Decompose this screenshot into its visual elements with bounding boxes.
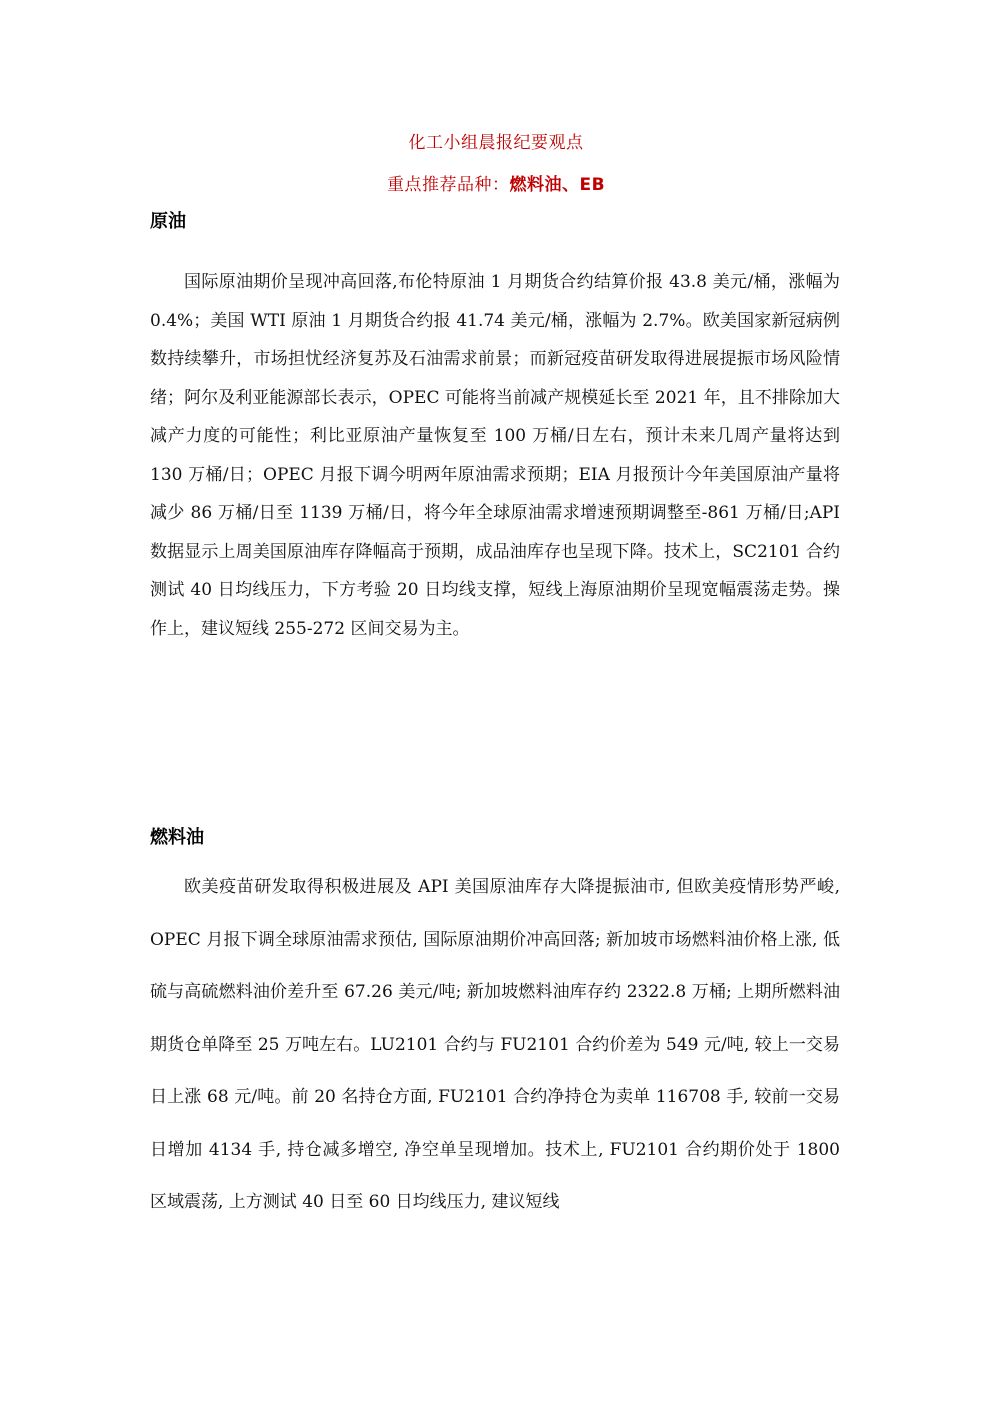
section-heading-fuel-oil: 燃料油: [150, 827, 204, 848]
section-body-fuel-oil: 欧美疫苗研发取得积极进展及 API 美国原油库存大降提振油市, 但欧美疫情形势严峻, OPEC 月报下调全球原油需求预估, 国际原油期价冲高回落; 新加坡市场燃料油价格上涨, 低硫与高硫燃料油价差升至 67.26 美元/吨; 新加坡燃料油库存约 2322.8 万桶; 上期所燃料油期货仓单降至 25 万吨左右。LU2101 合约与 FU2101 合约价差为 549 元/吨, 较上一交易日上涨 68 元/吨。前 20 名持仓方面, FU2101 合约净持仓为卖单 116708 手, 较前一交易日增加 4134 手, 持仓减多增空, 净空单呈现增加。技术上, FU2101 合约期价处于 1800 区域震荡, 上方测试 40 日至 60 日均线压力, 建议短线: [150, 877, 840, 1212]
recommended-products: 燃料油、EB: [509, 175, 606, 195]
section-body-crude-oil: 国际原油期价呈现冲高回落,布伦特原油 1 月期货合约结算价报 43.8 美元/桶，涨幅为 0.4%；美国 WTI 原油 1 月期货合约报 41.74 美元/桶，涨幅为 2.7%。欧美国家新冠病例数持续攀升，市场担忧经济复苏及石油需求前景；而新冠疫苗研发取得进展提振市场风险情绪；阿尔及利亚能源部长表示，OPEC 可能将当前减产规模延长至 2021 年，且不排除加大减产力度的可能性；利比亚原油产量恢复至 100 万桶/日左右，预计未来几周产量将达到 130 万桶/日；OPEC 月报下调今明两年原油需求预期；EIA 月报预计今年美国原油产量将减少 86 万桶/日至 1139 万桶/日，将今年全球原油需求增速预期调整至-861 万桶/日;API 数据显示上周美国原油库存降幅高于预期，成品油库存也呈现下降。技术上，SC2101 合约测试 40 日均线压力，下方考验 20 日均线支撑，短线上海原油期价呈现宽幅震荡走势。操作上，建议短线 255-272 区间交易为主。: [150, 272, 840, 639]
report-title: 化工小组晨报纪要观点: [408, 133, 584, 153]
section-heading-crude-oil: 原油: [150, 211, 186, 232]
recommended-products-line: [0, 170, 992, 195]
recommended-label: 重点推荐品种：: [386, 175, 510, 195]
